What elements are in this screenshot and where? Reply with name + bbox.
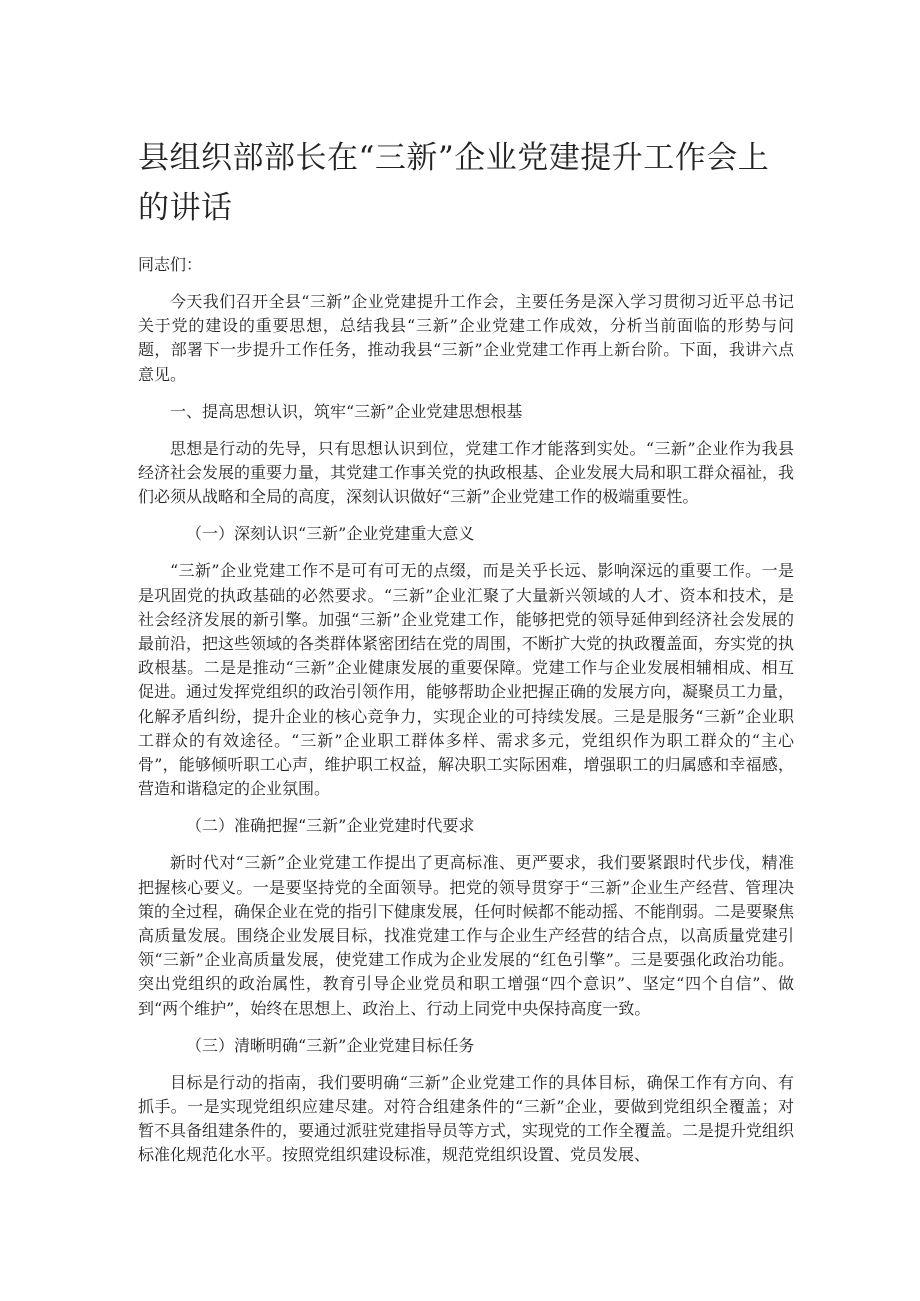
document-page xyxy=(138,133,794,1181)
document-title: 县组织部部长在“三新”企业党建提升工作会上的讲话 xyxy=(138,140,770,226)
subsection-heading-1-1: （一）深刻认识“三新”企业党建重大意义 xyxy=(186,524,475,544)
intro-paragraph: 今天我们召开全县“三新”企业党建提升工作会，主要任务是深入学习贯彻习近平总书记关于党的建设的重要思想，总结我县“三新”企业党建工作成效，分析当前面临的形势与问题，部署下一步提升工作任务，推动我县“三新”企业党建工作再上新台阶。下面，我讲六点意见。 xyxy=(138,292,794,384)
section-paragraph-1: 思想是行动的先导，只有思想认识到位，党建工作才能落到实处。“三新”企业作为我县经济社会发展的重要力量，其党建工作事关党的执政根基、企业发展大局和职工群众福祉，我们必须从战略和全局的高度，深刻认识做好“三新”企业党建工作的极端重要性。 xyxy=(138,438,795,507)
subsection-paragraph-1-1: “三新”企业党建工作不是可有可无的点缀，而是关乎长远、影响深远的重要工作。一是是巩固党的执政基础的必然要求。“三新”企业汇聚了大量新兴领域的人才、资本和技术，是社会经济发展的新引擎。加强“三新”企业党建工作，能够把党的领导延伸到经济社会发展的最前沿，把这些领域的各类群体紧密团结在党的周围，不断扩大党的执政覆盖面，夯实党的执政根基。二是是推动“三新”企业健康发展的重要保障。党建工作与企业发展相辅相成、相互促进。通过发挥党组织的政治引领作用，能够帮助企业把握正确的发展方向，凝聚员工力量，化解矛盾纠纷，提升企业的核心竞争力，实现企业的可持续发展。三是是服务“三新”企业职工群众的有效途径。“三新”企业职工群体多样、需求多元，党组织作为职工群众的“主心骨”，能够倾听职工心声，维护职工权益，解决职工实际困难，增强职工的归属感和幸福感，营造和谐稳定的企业氛围。 xyxy=(138,561,795,799)
subsection-heading-1-3: （三）清晰明确“三新”企业党建目标任务 xyxy=(186,1035,475,1055)
salutation: 同志们： xyxy=(138,255,203,274)
section-heading-1: 一、提高思想认识，筑牢“三新”企业党建思想根基 xyxy=(170,401,523,421)
subsection-paragraph-1-3: 目标是行动的指南，我们要明确“三新”企业党建工作的具体目标，确保工作有方向、有抓手。一是实现党组织应建尽建。对符合组建条件的“三新”企业，要做到党组织全覆盖；对暂不具备组建条件的，要通过派驻党建指导员等方式，实现党的工作全覆盖。二是提升党组织标准化规范化水平。按照党组织建设标准，规范党组织设置、党员发展、 xyxy=(138,1072,795,1165)
subsection-heading-1-2: （二）准确把握“三新”企业党建时代要求 xyxy=(186,816,475,836)
subsection-paragraph-1-2: 新时代对“三新”企业党建工作提出了更高标准、更严要求，我们要紧跟时代步伐，精准把握核心要义。一是要坚持党的全面领导。把党的领导贯穿于“三新”企业生产经营、管理决策的全过程，确保企业在党的指引下健康发展，任何时候都不能动摇、不能削弱。二是要聚焦高质量发展。围绕企业发展目标，找准党建工作与企业生产经营的结合点，以高质量党建引领“三新”企业高质量发展，使党建工作成为企业发展的“红色引擎”。三是要强化政治功能。突出党组织的政治属性，教育引导企业党员和职工增强“四个意识”、坚定“四个自信”、做到“两个维护”，始终在思想上、政治上、行动上同党中央保持高度一致。 xyxy=(138,853,795,1018)
